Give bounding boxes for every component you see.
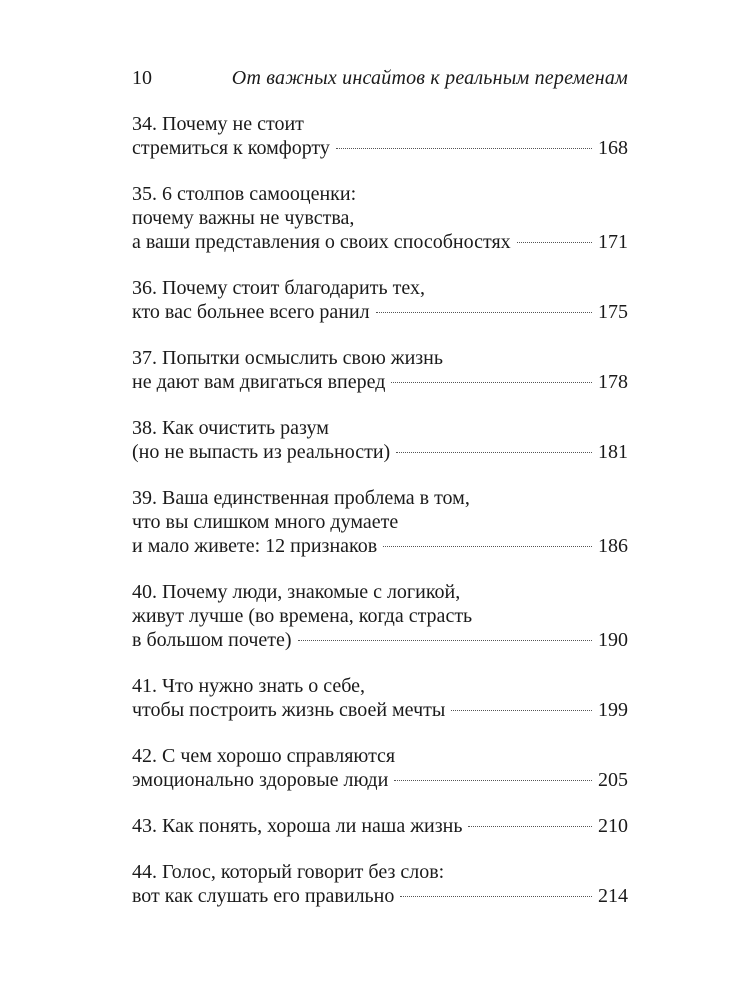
toc-entry-text: а ваши представления о своих способностях bbox=[132, 231, 511, 253]
toc-entry-text: почему важны не чувства, bbox=[132, 207, 355, 229]
dot-leader bbox=[517, 242, 592, 243]
toc-entry-text: 37. Попытки осмыслить свою жизнь bbox=[132, 347, 444, 369]
toc-entry-text: кто вас больнее всего ранил bbox=[132, 301, 370, 323]
toc-entry-text: 39. Ваша единственная проблема в том, bbox=[132, 487, 470, 509]
dot-leader bbox=[391, 382, 592, 383]
toc-page-number: 190 bbox=[598, 629, 628, 651]
toc-entry-35[interactable] bbox=[132, 182, 628, 254]
dot-leader bbox=[400, 896, 592, 897]
toc-page-number: 175 bbox=[598, 301, 628, 323]
toc-entry-41[interactable] bbox=[132, 674, 628, 722]
toc-page-number: 178 bbox=[598, 371, 628, 393]
running-head bbox=[132, 66, 628, 90]
toc-entry-37[interactable] bbox=[132, 346, 628, 394]
dot-leader bbox=[396, 452, 592, 453]
toc-entry-text: 38. Как очистить разум bbox=[132, 417, 329, 439]
toc-page-number: 171 bbox=[598, 231, 628, 253]
toc-entry-34[interactable] bbox=[132, 112, 628, 160]
toc-entry-text: (но не выпасть из реальности) bbox=[132, 441, 391, 463]
page-number: 10 bbox=[132, 67, 152, 89]
toc-entry-text: не дают вам двигаться вперед bbox=[132, 371, 386, 393]
toc-entry-text: 34. Почему не стоит bbox=[132, 113, 304, 135]
toc-entry-text: 40. Почему люди, знакомые с логикой, bbox=[132, 581, 461, 603]
dot-leader bbox=[451, 710, 592, 711]
dot-leader bbox=[336, 148, 592, 149]
dot-leader bbox=[394, 780, 592, 781]
toc-entry-40[interactable] bbox=[132, 580, 628, 652]
toc-entry-text: и мало живете: 12 признаков bbox=[132, 535, 378, 557]
toc-entry-text: 41. Что нужно знать о себе, bbox=[132, 675, 366, 697]
toc-entry-text: 42. С чем хорошо справляются bbox=[132, 745, 396, 767]
toc-entry-36[interactable] bbox=[132, 276, 628, 324]
toc-entry-42[interactable] bbox=[132, 744, 628, 792]
toc-entry-text: в большом почете) bbox=[132, 629, 292, 651]
dot-leader bbox=[383, 546, 592, 547]
toc-entry-39[interactable] bbox=[132, 486, 628, 558]
toc-entry-text: 43. Как понять, хороша ли наша жизнь bbox=[132, 815, 463, 837]
running-title: От важных инсайтов к реальным переменам bbox=[231, 67, 628, 89]
toc-page-number: 181 bbox=[598, 441, 628, 463]
toc-entry-text: стремиться к комфорту bbox=[132, 137, 330, 159]
dot-leader bbox=[468, 826, 592, 827]
book-page bbox=[132, 66, 628, 930]
toc-entry-text: чтобы построить жизнь своей мечты bbox=[132, 699, 446, 721]
table-of-contents bbox=[132, 112, 628, 908]
toc-page-number: 168 bbox=[598, 137, 628, 159]
toc-page-number: 199 bbox=[598, 699, 628, 721]
toc-page-number: 186 bbox=[598, 535, 628, 557]
toc-page-number: 210 bbox=[598, 815, 628, 837]
toc-entry-text: 35. 6 столпов самооценки: bbox=[132, 183, 357, 205]
toc-entry-text: живут лучше (во времена, когда страсть bbox=[132, 605, 473, 627]
toc-entry-text: 36. Почему стоит благодарить тех, bbox=[132, 277, 425, 299]
toc-entry-44[interactable] bbox=[132, 860, 628, 908]
toc-entry-38[interactable] bbox=[132, 416, 628, 464]
dot-leader bbox=[298, 640, 592, 641]
toc-entry-text: что вы слишком много думаете bbox=[132, 511, 399, 533]
toc-page-number: 214 bbox=[598, 885, 628, 907]
toc-entry-text: вот как слушать его правильно bbox=[132, 885, 395, 907]
toc-entry-43[interactable] bbox=[132, 814, 628, 838]
dot-leader bbox=[376, 312, 592, 313]
toc-entry-text: эмоционально здоровые люди bbox=[132, 769, 389, 791]
toc-entry-text: 44. Голос, который говорит без слов: bbox=[132, 861, 445, 883]
toc-page-number: 205 bbox=[598, 769, 628, 791]
